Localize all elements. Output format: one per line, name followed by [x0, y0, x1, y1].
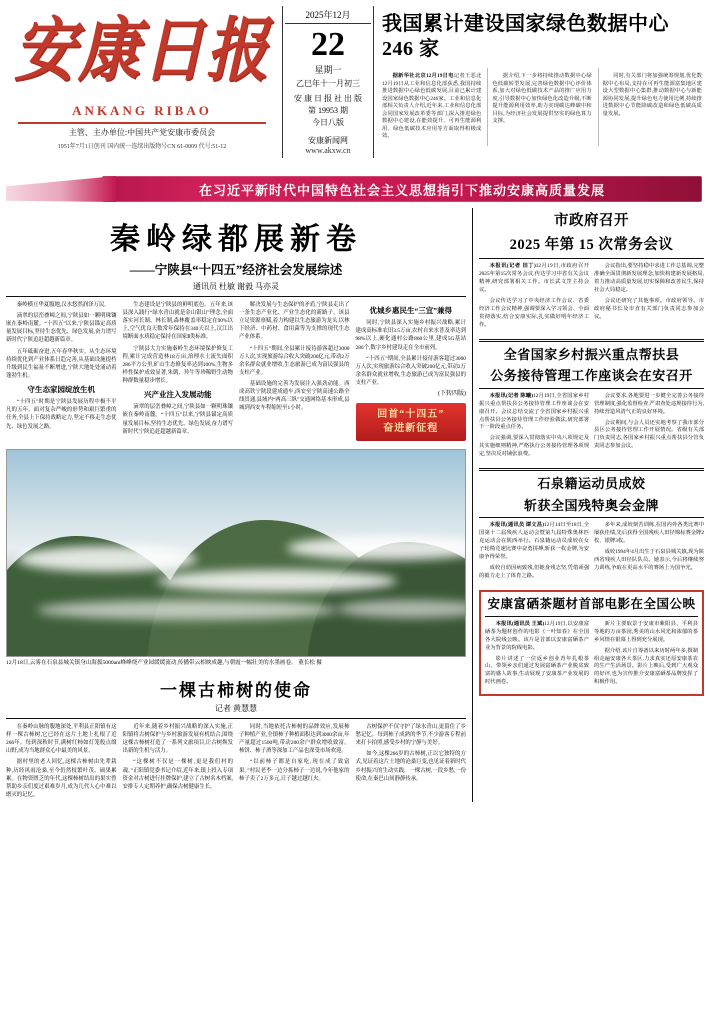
right-story-3-title-line-2: 斩获全国残特奥会金牌 — [523, 497, 659, 513]
right-story-1-title-line-2: 2025 年第 15 次常务会议 — [509, 236, 674, 253]
right-story-1 — [479, 212, 704, 333]
feature2-col-2 — [123, 723, 234, 802]
paragraph: 在秦岭山脉的腹地深处,平利县正阳镇有这样一棵古柿树,它已经在这片土地上扎根了近266年。每到深秋时节,满树红柿如灯笼般点缀山野,成为当地群众心中最美的风景。 — [6, 723, 117, 755]
paragraph: 基础设施的完善为发展注入强劲动能。西成高铁宁陕段建成通车,西安至宁陕高速公路全线贯通,县域内“两高三纵”交通网络基本形成,县城到西安车程缩短至1小时。 — [239, 380, 350, 412]
boxed-story-col-2 — [594, 621, 698, 691]
boxed-story-body — [485, 621, 698, 691]
right-story-3 — [479, 475, 704, 584]
top-story-col-2 — [487, 68, 591, 146]
feature2-col-3 — [239, 723, 350, 802]
lead-col-1 — [6, 301, 117, 441]
top-story-col-1 — [382, 68, 481, 146]
license-line: 1951年7月1日创刊 国内统一连续出版物号CN 61-0009 代号:51-12 — [57, 144, 227, 151]
feature2-col-4 — [356, 723, 467, 802]
divider — [6, 296, 466, 297]
continued-note: (下转四版) — [438, 391, 466, 398]
right-story-2 — [479, 346, 704, 463]
page-count: 今日八版 — [312, 118, 344, 128]
weekday: 星期一 — [314, 65, 342, 76]
right-story-1-body — [479, 263, 704, 333]
paragraph: “十四五”时期是宁陕县发展历程中极不平凡的五年。面对复杂严峻的形势和艰巨繁重的任务,全县上下保持战略定力,坚定不移走生态优先、绿色发展之路。 — [6, 399, 117, 430]
photo-block — [6, 449, 466, 668]
top-story-col-3 — [598, 68, 702, 146]
news-agency: 安康新闻网 — [308, 136, 348, 146]
paragraph: 会议指出,要坚持稳中求进工作总基调,完整准确全面贯彻新发展理念,加快构建新发展格局,着力推动高质量发展,切实保障和改善民生,保持社会大局稳定。 — [594, 263, 704, 293]
right-story-2-col-1 — [479, 393, 589, 463]
paragraph: 据介绍,该片自筹备以来历时两年多,摄制组走遍安康各大茶区,力求真实还原安康茶农的生产生活场景。影片上映后,受到广大观众的好评,也为宣传推介安康富硒茶品牌发挥了积极作用。 — [594, 647, 698, 686]
paragraph: “这棵树不仅是一棵树,更是我们村的魂。”正阳镇党委书记介绍,近年来,镇上投入专项资金对古树进行挂牌保护,建立了古树名木档案,安排专人定期养护,确保古树健康生长。 — [122, 759, 234, 790]
cloud — [37, 600, 337, 620]
story-source: 本报讯(通讯员 谭文昌) — [489, 522, 544, 529]
date-block — [282, 6, 374, 158]
paragraph: 近年来,随着乡村振兴战略的深入实施,正阳镇将古树保护与乡村旅游发展有机结合,围绕这棵古柿树打造了一系列文旅项目,让古树焕发出新的生机与活力。 — [122, 723, 233, 755]
right-story-3-col-1 — [479, 522, 589, 584]
lead-story-subtitle: ——宁陕县“十四五”经济社会发展综述 — [129, 263, 343, 277]
paragraph: 滴翠的层峦叠嶂之间,宁陕县如一颗明珠镶嵌在秦岭南麓。“十四五”以来,宁陕县锚定高质量发展目标,坚持生态优先、绿色发展,奋力谱写新时代宁陕追赶超越新篇章。 — [122, 404, 234, 435]
right-story-3-title-line-1: 石泉籍运动员成姣 — [537, 476, 646, 492]
paragraph: 同时,宁陕县深入实施乡村振兴战略,累计建成高标准农田3.5万亩,农村自来水普及率达到98%以上,硬化通村公路860公里,建成5G基站286个,数字乡村建设走在全市前列。 — [355, 320, 467, 351]
lead-col-3 — [239, 301, 350, 441]
top-story-body — [382, 68, 702, 146]
divider — [479, 258, 704, 259]
gregorian-date: 2025年12月 — [285, 8, 371, 24]
divider — [6, 718, 466, 719]
paragraph: 成姣自幼因病致残,但她身残志坚,凭借顽强的毅力走上了体育之路。 — [479, 565, 589, 579]
paragraph: “十四五”期间,全县累计接待游客超过3000万人次,实现旅游综合收入突破200亿元,带动2万余名群众就业增收,生态旅游已成为富民强县的支柱产业。 — [239, 345, 350, 376]
paragraph: 影片讲述了一位返乡创业青年扎根茶山、带领乡亲们通过发展富硒茶产业脱贫致富的感人故事,生动展现了安康茶产业发展的时代画卷。 — [485, 655, 589, 686]
paragraph: 12月14日至18日,全国第十二届残疾人运动会暨第九届特殊奥林匹克运动会在陕西举行。石泉籍运动员成姣在女子轮椅竞速比赛中奋勇拼搏,斩获一枚金牌,为安康争得荣誉。 — [479, 522, 590, 561]
paragraph: 同时,当地依托古柿树的品牌效应,发展柿子种植产业,全镇柿子种植面积达到3000余亩,年产量超过1500吨,带动200余户群众增收致富。柿饼、柿子酒等深加工产品也深受市场欢迎。 — [239, 723, 350, 755]
masthead — [0, 0, 710, 170]
paragraph: 滴翠的层峦叠嶂之间,宁陕县如一颗明珠镶嵌在秦岭南麓。“十四五”以来,宁陕县锚定高质量发展目标,坚持生态优先、绿色发展,奋力谱写新时代宁陕追赶超越新篇章。 — [6, 313, 117, 344]
lunar-date: 乙巳年十一月初三 — [296, 79, 360, 89]
sponsor-line: 主管、主办单位:中国共产党安康市委员会 — [68, 128, 216, 138]
paragraph: 成姣1994年4月出生于石泉县城关镇,现为陕西省残疾人田径队队员。她表示,今后将继续努力训练,争取在更高水平的赛场上为国争光。 — [594, 549, 704, 571]
feature2-col-1 — [6, 723, 117, 802]
cloud — [17, 546, 197, 572]
paragraph: 会议要求,各地要进一步健全完善公务接待管理制度,强化监督检查,严肃查处违规接待行为,持续营造风清气正的良好环境。 — [594, 392, 704, 415]
cloud — [157, 570, 397, 592]
paragraph: 宁陕县大力实施秦岭生态环境保护修复工程,累计完成营造林18万亩,治理水土流失面积286平方公里,矿山生态修复率达到100%,生物多样性保护成效显著,朱鹮、羚牛等珍稀野生动物种群数量稳步增长。 — [122, 345, 233, 384]
paragraph: “以前柿子都是自家吃,现在成了致富果。”村民老李一边分拣柿子一边说,今年他家的柿子卖了2万多元,日子越过越红火。 — [239, 759, 350, 782]
right-story-2-title-line-2: 公务接待管理工作座谈会在安召开 — [490, 368, 693, 384]
divider — [479, 468, 704, 471]
website-url[interactable]: www.akxw.cn — [305, 146, 351, 156]
paragraph: “十四五”期间,全县累计接待游客超过3000万人次,实现旅游综合收入突破200亿元,带动2万余名群众就业增收,生态旅游已成为富民强县的支柱产业。 — [355, 355, 467, 387]
lead-story-byline: 通讯员 杜敏 谢毅 马亦灵 — [193, 282, 279, 291]
photo-caption-text: 12月18日,云雾在石泉县城关镇身山海拔5000am峰峰绕产业园缓缓流动,传播带云相映成趣,与朝霞一幅壮美的水墨画卷。 — [6, 660, 297, 667]
paragraph: 会议强调,要深入贯彻落实中央八项规定及其实施细则精神,严格执行公务接待管理各项规定,坚决反对铺张浪费。 — [479, 435, 589, 458]
publisher: 安 康 日 报 社 出 版 — [294, 94, 362, 104]
paragraph: 秦岭横亘华夏腹地,汉水悠然润泽万民。 — [16, 302, 110, 308]
lead-col-4 — [356, 301, 467, 441]
divider — [485, 616, 698, 617]
right-story-2-title-line-1: 全省国家乡村振兴重点帮扶县 — [503, 346, 680, 362]
landscape-photo — [6, 449, 466, 657]
paragraph: 12月19日,全省国家乡村振兴重点帮扶县公务接待管理工作座谈会在安康召开。会议总结交流了全省国家乡村振兴重点帮扶县公务接待管理工作经验做法,研究部署下一阶段重点任务。 — [479, 392, 589, 431]
paragraph: 会议还研究了其他事项。市政府领导、市政府秘书长及市直有关部门负责同志参加会议。 — [594, 297, 704, 320]
divider — [479, 517, 704, 518]
paragraph: 会议期间,与会人员还实地考察了我市部分县区公务接待管理工作开展情况。省级有关部门负责同志,各国家乡村振兴重点帮扶县分管负责同志参加会议。 — [594, 419, 704, 450]
theme-banner — [6, 176, 704, 204]
boxed-story-col-1 — [485, 621, 589, 691]
right-story-1-title-line-1: 市政府召开 — [554, 213, 629, 229]
photo-credit: 董长松 摄 — [298, 660, 322, 667]
top-story-text: 据介绍,下一步将持续推动数据中心绿色低碳转型发展,完善绿色数据中心评价体系,加大对绿色低碳技术产品的推广应用力度,引导数据中心加快绿色化改造升级,不断提升能源利用效率,助力实现碳达峰碳中和目标,为经济社会发展提供坚实的绿色算力支撑。 — [492, 73, 592, 125]
top-story — [374, 6, 702, 146]
section-subhead: 优城乡惠民生“三宜”兼得 — [369, 306, 452, 315]
paragraph: 生态建设是宁陕县的鲜明底色。五年来,该县深入践行“绿水青山就是金山银山”理念,全面落实河长制、林长制,森林覆盖率稳定在90%以上,空气优良天数常年保持在340天以上,汉江出境断面水质稳定保持在国家Ⅱ类标准。 — [122, 302, 233, 341]
story-source: 本报讯(通讯员 王斌) — [495, 620, 545, 627]
right-story-1-col-1 — [479, 263, 589, 333]
paragraph: 新片主要取景于安康市紫阳县、平利县等地的万亩茶园,秀美的山水风光和浓郁的茶乡风情在银幕上得到充分展现。 — [594, 620, 698, 643]
boxed-story-title: 安康富硒茶题材首部电影在全国公映 — [487, 596, 696, 611]
campaign-ribbon: 回首“十四五” 奋进新征程 — [356, 403, 467, 441]
top-story-text: 同时,有关部门将加强统筹规划,优化数据中心布局,支持在可再生能源富集地区建设大型数据中心集群,推动数据中心与新能源协同发展,提升绿色电力使用比例,持续推进数据中心节能降碳改造和绿色低碳高质量发展。 — [602, 73, 702, 117]
paragraph: 12月19日,以安康富硒茶为题材创作的电影《一叶知春》在全国各大院线公映。该片是首部以安康富硒茶产业为背景的院线电影。 — [485, 620, 590, 651]
paragraph: 古树保护不仅守护了绿水青山,更留住了乡愁记忆。每到柿子成熟的季节,不少游客专程前来打卡拍照,感受乡村的宁静与美好。 — [355, 723, 466, 747]
logo-divider — [18, 122, 266, 124]
day-number: 22 — [311, 26, 345, 63]
right-column-zone — [472, 208, 704, 802]
top-story-text: 记者王恶北12月19日从工业和信息化部获悉,我国持续推进数据中心绿色低碳发展,目前已累计建设国家绿色数据中心246家。工业和信息化部相关负责人介绍,近年来,工业和信息化部会同国家发展改革委等部门,深入推进绿色数据中心建设,在能效提升、可再生能源利用、绿色低碳技术应用等方面取得积极成效。 — [382, 73, 482, 140]
right-story-3-body — [479, 522, 704, 584]
boxed-story — [479, 590, 704, 696]
feature2-body — [6, 723, 466, 802]
divider — [479, 339, 704, 342]
main-content — [0, 208, 710, 802]
newspaper-logo — [8, 6, 276, 150]
lead-col-2 — [123, 301, 234, 441]
feature2-byline: 记者 黄慧慧 — [215, 703, 257, 713]
right-story-2-col-2 — [594, 393, 704, 463]
paragraph: 据村里的老人回忆,这棵古柿树由先辈栽种,历经风雨沧桑,至今仍然枝繁叶茂、硕果累累。在物资匮乏的年代,这棵柿树结出的果实曾帮助乡亲们度过艰难岁月,成为几代人心中难以磨灭的记忆。 — [6, 759, 117, 798]
newspaper-title: 安康日报 — [13, 13, 270, 90]
paragraph: 多年来,成姣刻苦训练,在国内外各类比赛中屡获佳绩,先后获得全国残疾人田径锦标赛金牌2枚、银牌3枚。 — [594, 522, 704, 545]
top-story-headline: 我国累计建设国家绿色数据中心 246 家 — [382, 13, 669, 60]
feature2-title: 一棵古柿树的使命 — [160, 680, 312, 700]
left-column-zone — [6, 208, 466, 802]
lead-story-title: 秦岭绿都展新卷 — [110, 223, 362, 256]
section-subhead: 兴产业注入发展动能 — [144, 390, 212, 400]
right-story-1-col-2 — [594, 263, 704, 333]
top-story-source: 据新华社北京12月19日电 — [392, 73, 454, 80]
right-story-2-body — [479, 393, 704, 463]
lead-story-body — [6, 301, 466, 441]
right-story-3-col-2 — [594, 522, 704, 584]
paragraph: 五年砥砺奋进,五年春华秋实。从生态环境持续优化到产业体系日趋完善,从基础设施提档升级到民生福祉不断增进,宁陕大地处处涌动着蓬勃生机。 — [6, 348, 117, 379]
story-source: 本报讯(记者 陈曦) — [489, 392, 534, 399]
photo-caption — [6, 660, 466, 668]
story-source: 本报讯(记者 田丁) — [489, 263, 536, 270]
divider — [479, 388, 704, 389]
paragraph: 解决发展与生态保护的矛盾,宁陕县走出了一条生态产业化、产业生态化的新路子。该县立足资源禀赋,着力构建以生态旅游为龙头,以林下经济、中药材、食用菌等为支撑的现代生态产业体系。 — [239, 302, 350, 341]
banner-text: 在习近平新时代中国特色社会主义思想指引下推动安康高质量发展 — [102, 176, 702, 202]
paragraph: 会议传达学习了中央经济工作会议、省委经济工作会议精神,强调要深入学习领会、全面贯彻落实,结合安康实际,扎实做好明年经济工作。 — [479, 297, 589, 328]
newspaper-pinyin: ANKANG RIBAO — [72, 103, 212, 119]
paragraph: 如今,这棵266岁的古柿树,正以它独特的方式,见证着这片土地的沧桑巨变,也见证着新时代乡村振兴的生动实践。一棵古树,一段乡愁,一份使命,在秦巴山间静静传承。 — [355, 751, 467, 782]
paragraph: 12月19日,市政府召开2025年第15次常务会议,传达学习中省有关会议精神,研究部署相关工作。市长武文罡主持会议。 — [479, 263, 589, 293]
banner-ribbon-tail — [6, 176, 116, 202]
issue-number: 第 19953 期 — [308, 106, 348, 116]
section-subhead: 守生态家园绽放生机 — [27, 384, 95, 394]
